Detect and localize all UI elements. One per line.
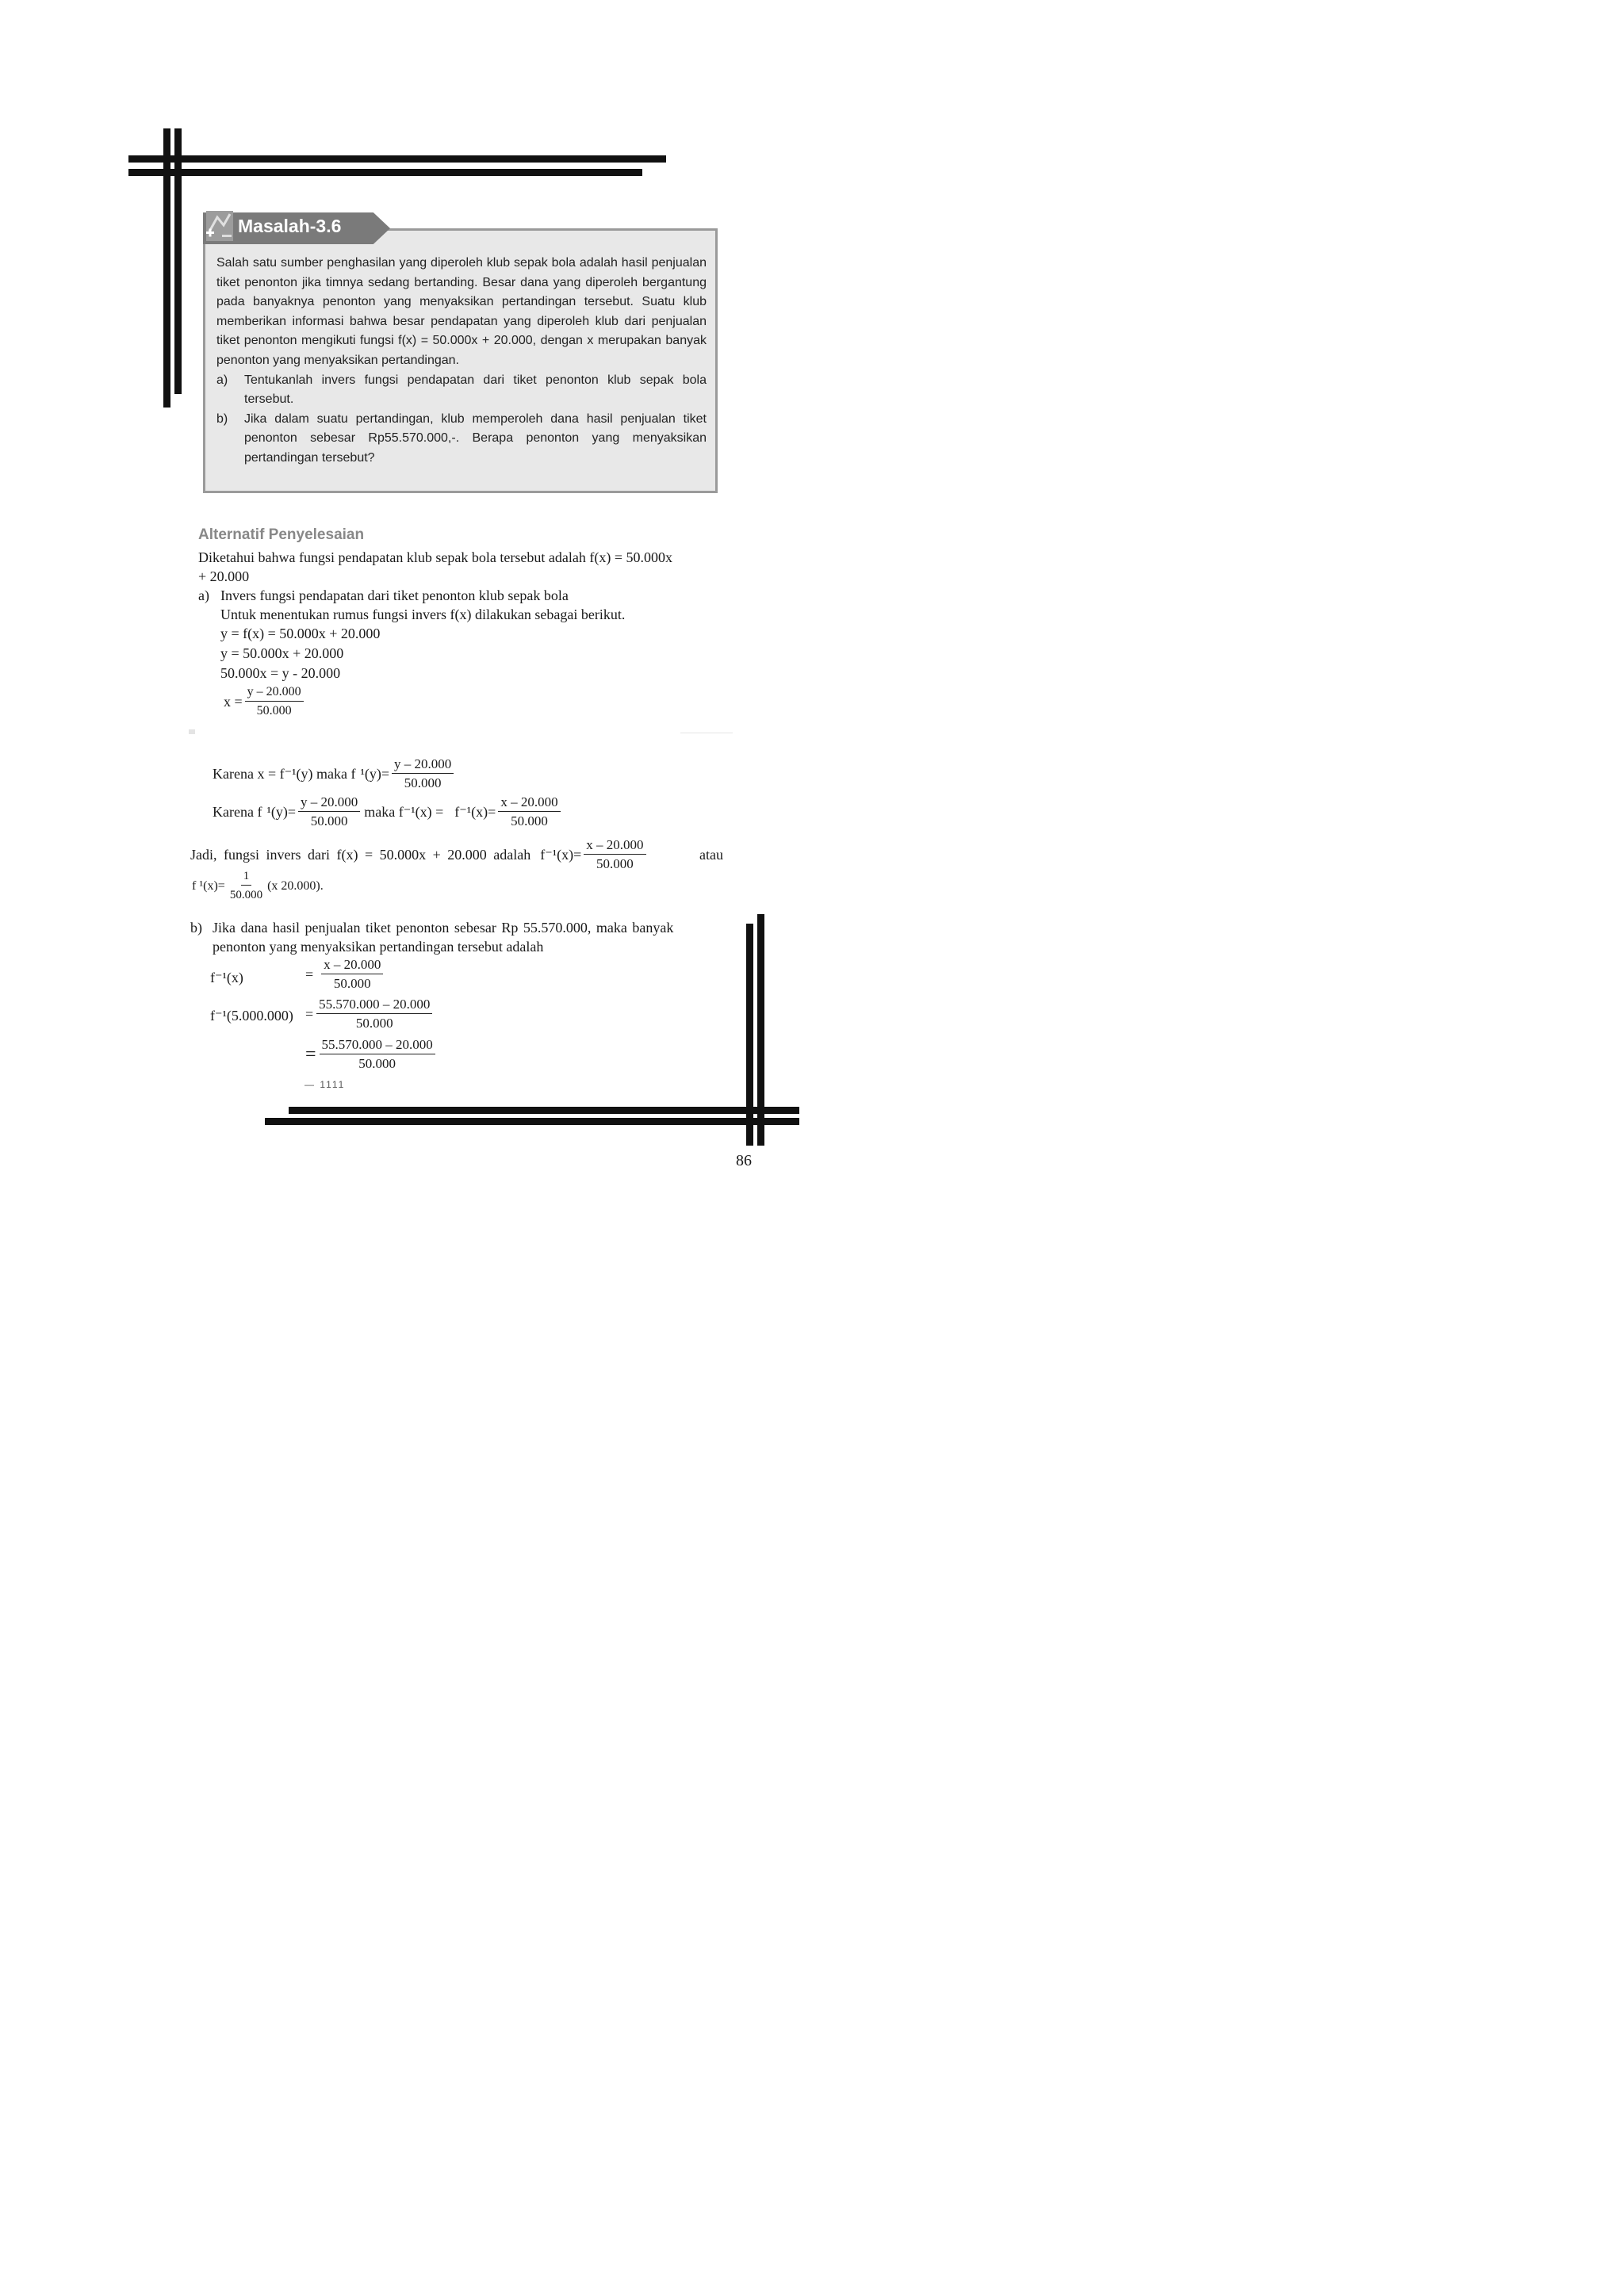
- karena2-fraction-1: [298, 794, 360, 831]
- fraction-denominator: 50.000: [310, 813, 348, 828]
- frame-bar-right-1: [746, 924, 753, 1146]
- equation-1: y = f(x) = 50.000x + 20.000: [220, 626, 381, 641]
- frame-bar-top-1: [128, 155, 666, 163]
- jadi-atau: atau: [699, 847, 723, 863]
- alt-rhs: (x 20.000).: [267, 878, 324, 893]
- frame-bar-top-2: [128, 169, 642, 176]
- problem-item-a: [216, 371, 707, 410]
- b-equation-1-lhs: f⁻¹(x): [210, 970, 243, 985]
- part-b-line-1: Jika dana hasil penjualan tiket penonton sebesar Rp 55.570.000, maka banyak: [213, 920, 674, 936]
- frame-bar-bottom-1: [289, 1107, 799, 1114]
- fraction-numerator: y – 20.000: [392, 756, 454, 774]
- equals-sign: =: [305, 966, 314, 982]
- b-equation-3: [305, 1036, 438, 1073]
- part-a-desc: Untuk menentukan rumus fungsi invers f(x) dilakukan sebagai berikut.: [220, 607, 626, 622]
- karena-line-1: [213, 756, 456, 793]
- fraction-numerator: y – 20.000: [298, 794, 360, 812]
- b-eq3-fraction: [320, 1036, 435, 1073]
- solution-heading: Alternatif Penyelesaian: [198, 526, 365, 543]
- frame-bar-right-2: [757, 914, 764, 1146]
- eq4-fraction: [245, 683, 304, 721]
- item-text: Tentukanlah invers fungsi pendapatan dari tiket penonton klub sepak bola tersebut.: [244, 373, 707, 407]
- item-text: Jika dalam suatu pertandingan, klub memperoleh dana hasil penjualan tiket penonton sebesar Rp55.570.000,-. Berapa penonton yang menyaksikan pertandingan tersebut?: [244, 411, 707, 465]
- fraction-denominator: 50.000: [596, 856, 634, 871]
- intro-line-1: Diketahui bahwa fungsi pendapatan klub sepak bola tersebut adalah f(x) = 50.000x: [198, 549, 672, 565]
- problem-paragraph: Salah satu sumber penghasilan yang diperoleh klub sepak bola adalah hasil penjualan tiket penonton jika timnya sedang bertanding. Besar dana yang diperoleh bergantung pada banyaknya penonton yang menyaksikan pertandingan tersebut. Suatu klub memberikan informasi bahwa besar pendapatan yang diperoleh klub dari penjualan tiket penonton mengikuti fungsi f(x) = 50.000x + 20.000, dengan x merupakan banyak penonton yang menyaksikan pertandingan.: [216, 256, 707, 367]
- jadi-f: f⁻¹(x)=: [540, 847, 582, 863]
- b-eq2-fraction: [316, 996, 432, 1033]
- b-eq1-fraction: [321, 956, 383, 993]
- fraction-numerator: y – 20.000: [245, 683, 304, 702]
- equation-2: y = 50.000x + 20.000: [220, 645, 344, 661]
- fraction-numerator: 1: [241, 867, 252, 886]
- page-number: 86: [736, 1152, 752, 1169]
- part-b-label: b): [190, 920, 202, 936]
- fraction-numerator: 55.570.000 – 20.000: [320, 1036, 435, 1054]
- part-a-title: Invers fungsi pendapatan dari tiket penonton klub sepak bola: [220, 587, 569, 603]
- alt-lhs: f ¹(x)=: [192, 878, 225, 893]
- fraction-numerator: x – 20.000: [321, 956, 383, 974]
- frame-bar-left-1: [163, 128, 170, 408]
- karena1-text: Karena x = f⁻¹(y) maka f: [213, 766, 356, 782]
- part-a-label: a): [198, 587, 209, 603]
- fraction-numerator: x – 20.000: [498, 794, 560, 812]
- part-b-line-2: penonton yang menyaksikan pertandingan tersebut adalah: [213, 939, 544, 955]
- equals-sign: =: [305, 1006, 314, 1022]
- puzzle-icon: [205, 208, 235, 244]
- item-label: a): [216, 373, 228, 387]
- scan-divider-left: [189, 729, 195, 734]
- b-equation-1-rhs: [305, 956, 385, 993]
- karena-line-2: [213, 794, 563, 831]
- jadi-fraction: [584, 836, 645, 874]
- item-label: b): [216, 411, 228, 426]
- problem-text: [216, 254, 707, 469]
- equation-3: 50.000x = y - 20.000: [220, 665, 341, 681]
- fraction-denominator: 50.000: [333, 976, 371, 991]
- karena2-fraction-2: [498, 794, 560, 831]
- fraction-denominator: 50.000: [358, 1056, 396, 1071]
- fraction-numerator: x – 20.000: [584, 836, 645, 855]
- intro-line-2: + 20.000: [198, 568, 250, 584]
- alt-fraction: [228, 867, 265, 905]
- fraction-denominator: 50.000: [229, 889, 263, 901]
- fraction-denominator: 50.000: [256, 704, 292, 718]
- karena2-c: maka f⁻¹(x) =: [364, 804, 444, 820]
- fraction-denominator: 50.000: [511, 813, 548, 828]
- trailing-fragment: — 1111: [304, 1079, 346, 1090]
- fraction-denominator: 50.000: [404, 775, 442, 790]
- karena2-a: Karena f: [213, 804, 262, 820]
- problem-title: Masalah-3.6: [238, 216, 342, 236]
- equals-sign: =: [305, 1044, 316, 1065]
- fraction-denominator: 50.000: [355, 1016, 393, 1031]
- frame-bar-left-2: [174, 128, 182, 394]
- karena1-fraction: [392, 756, 454, 793]
- alternative-form: [192, 867, 324, 905]
- equation-4: [224, 683, 306, 721]
- karena2-b: ¹(y)=: [266, 804, 297, 820]
- b-equation-2-lhs: f⁻¹(5.000.000): [210, 1008, 293, 1024]
- karena2-d: f⁻¹(x)=: [454, 804, 496, 820]
- problem-item-b: [216, 410, 707, 469]
- b-equation-2-rhs: [305, 996, 435, 1033]
- frame-bar-bottom-2: [265, 1118, 799, 1125]
- jadi-text: Jadi, fungsi invers dari f(x) = 50.000x + 20.000 adalah: [190, 847, 531, 863]
- fraction-numerator: 55.570.000 – 20.000: [316, 996, 432, 1014]
- eq4-lhs: x =: [224, 694, 243, 710]
- karena1-mid: ¹(y)=: [360, 766, 390, 782]
